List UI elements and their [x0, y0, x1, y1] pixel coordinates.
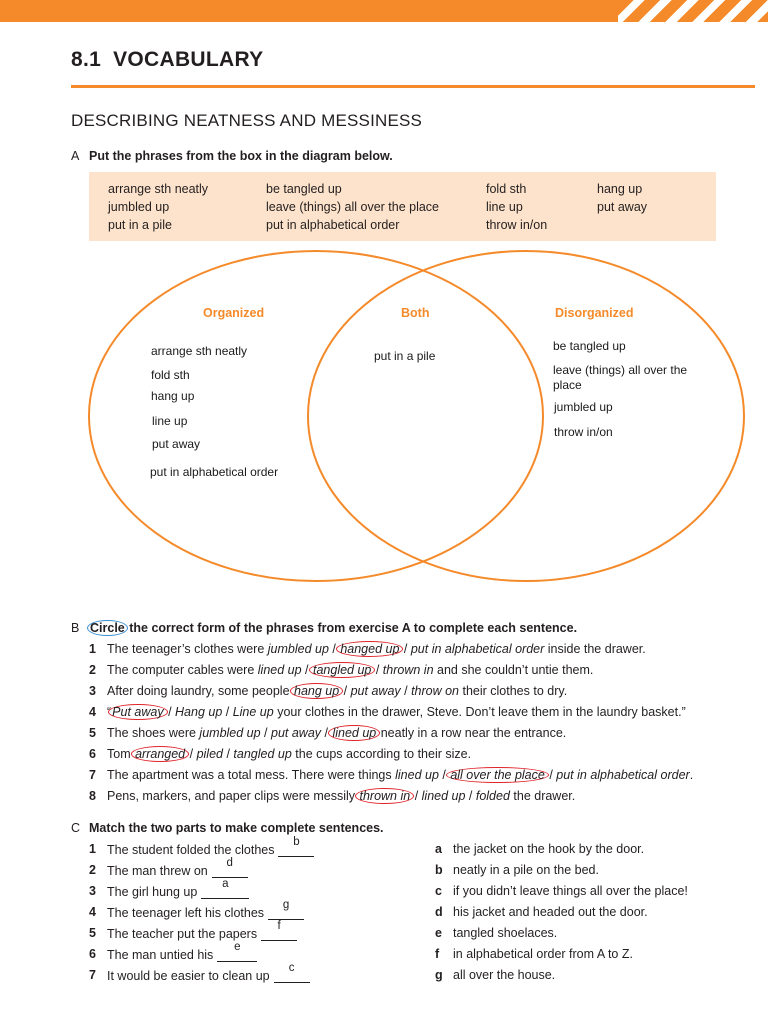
exercise-b-sentences [89, 642, 749, 812]
box-phrase: hang up [597, 182, 643, 196]
circled-option[interactable]: thrown in [355, 788, 414, 804]
option[interactable]: folded [475, 789, 510, 803]
answer-blank[interactable] [212, 857, 248, 878]
option-separator: / [372, 663, 383, 677]
circled-option[interactable]: Put away [108, 704, 167, 720]
option-separator: / [260, 726, 271, 740]
venn-answer: line up [152, 414, 188, 428]
sentence-text [107, 768, 693, 782]
option[interactable]: put away [271, 726, 322, 740]
box-phrase: fold sth [486, 182, 527, 196]
sentence-tail: their clothes to dry. [459, 684, 568, 698]
option-separator: / [321, 726, 332, 740]
sentence-tail: neatly in a row near the entrance. [377, 726, 567, 740]
answer-blank[interactable] [261, 920, 297, 941]
top-banner [0, 0, 768, 22]
match-ending: if you didn’t leave things all over the place! [453, 884, 688, 898]
match-stem: The girl hung up [107, 885, 198, 899]
match-text [107, 836, 314, 857]
answer-blank[interactable] [278, 836, 314, 857]
sentence-text [107, 705, 686, 719]
option[interactable]: Hang up [175, 705, 223, 719]
venn-answer: hang up [151, 389, 195, 403]
sentence-tail: and she couldn’t untie them. [433, 663, 594, 677]
match-text [107, 941, 257, 962]
venn-answer: put in alphabetical order [150, 465, 279, 479]
exercise-c-right-column [435, 842, 755, 992]
exercise-a-text: Put the phrases from the box in the diagram below. [89, 149, 393, 163]
sentence-lead: Tom [107, 747, 135, 761]
banner-stripes [618, 0, 768, 22]
option[interactable]: lined up [257, 663, 302, 677]
venn-right-ellipse [308, 251, 744, 581]
sentence-lead: The computer cables were [107, 663, 258, 677]
sentence-lead: The teenager’s clothes were [107, 642, 268, 656]
match-ending: his jacket and headed out the door. [453, 905, 648, 919]
exercise-c-left-column [89, 836, 419, 992]
venn-label-disorganized: Disorganized [555, 306, 634, 320]
option[interactable]: lined up [395, 768, 439, 782]
match-ending: in alphabetical order from A to Z. [453, 947, 633, 961]
sentence-number: 4 [89, 705, 96, 719]
option[interactable]: lined up [421, 789, 466, 803]
match-ending: tangled shoelaces. [453, 926, 558, 940]
sentence-number: 6 [89, 747, 96, 761]
option[interactable]: piled [196, 747, 223, 761]
exercise-c-letter: C [71, 821, 81, 835]
option-separator: / [222, 705, 233, 719]
sentence-number: 5 [89, 726, 96, 740]
box-phrase: leave (things) all over the place [266, 200, 440, 214]
option[interactable]: Line up [232, 705, 274, 719]
sentence-lead: “ [107, 705, 112, 719]
sentence-lead: The apartment was a total mess. There were things [107, 768, 396, 782]
answer-blank[interactable] [217, 941, 257, 962]
match-stem: The man threw on [107, 864, 208, 878]
box-phrase: be tangled up [266, 182, 342, 196]
option-separator: / [465, 789, 476, 803]
circled-option[interactable]: arranged [131, 746, 189, 762]
sentence-number: 2 [89, 663, 96, 677]
sentence-text [107, 726, 566, 740]
sentence-text [107, 663, 593, 677]
exercise-c-text: Match the two parts to make complete sentences. [89, 821, 384, 835]
match-stem: The teacher put the papers [107, 927, 258, 941]
venn-answer: put away [152, 437, 201, 451]
title-rule [71, 85, 755, 88]
match-text [107, 878, 249, 899]
option-separator: / [186, 747, 197, 761]
exercise-a-letter: A [71, 149, 80, 163]
match-text [107, 857, 248, 878]
answer-letter: d [226, 857, 233, 869]
sentence-text [107, 789, 575, 803]
answer-blank[interactable] [268, 899, 304, 920]
sentence-number: 8 [89, 789, 96, 803]
venn-answer: throw in/on [554, 425, 613, 439]
answer-letter: f [277, 920, 281, 932]
option[interactable]: jumbled up [199, 726, 261, 740]
match-letter: g [435, 968, 443, 982]
box-phrase: put in alphabetical order [266, 218, 400, 232]
answer-letter: e [234, 941, 241, 953]
sentence-tail: your clothes in the drawer, Steve. Don’t leave them in the laundry basket.” [273, 705, 686, 719]
sentence-text [107, 747, 471, 761]
option-separator: / [438, 768, 450, 782]
sentence-tail: the cups according to their size. [291, 747, 472, 761]
exercise-b-text: the correct form of the phrases from exercise A to complete each sentence. [125, 621, 578, 635]
venn-answer: arrange sth neatly [151, 344, 248, 358]
match-number: 1 [89, 842, 96, 856]
box-phrase: jumbled up [108, 200, 170, 214]
match-letter: b [435, 863, 443, 877]
match-text [107, 962, 310, 983]
venn-answer: jumbled up [554, 400, 613, 414]
venn-label-organized: Organized [203, 306, 265, 320]
option[interactable]: put in alphabetical order [556, 768, 690, 782]
circle-word: Circle [87, 620, 128, 636]
option[interactable]: jumbled up [267, 642, 329, 656]
match-number: 6 [89, 947, 96, 961]
match-letter: f [435, 947, 440, 961]
exercise-b-letter: B [71, 621, 80, 635]
match-number: 5 [89, 926, 96, 940]
sentence-lead: The shoes were [107, 726, 200, 740]
sentence-number: 1 [89, 642, 96, 656]
match-number: 3 [89, 884, 96, 898]
match-number: 7 [89, 968, 96, 982]
circled-option[interactable]: all over the place [446, 767, 549, 783]
option-separator: / [411, 789, 422, 803]
venn-label-both: Both [401, 306, 430, 320]
match-letter: a [435, 842, 442, 856]
option[interactable]: tangled up [233, 747, 292, 761]
box-phrase: put in a pile [108, 218, 172, 232]
answer-letter: b [293, 836, 300, 848]
answer-letter: c [288, 962, 295, 974]
sentence-tail: inside the drawer. [544, 642, 646, 656]
sentence-text [107, 642, 646, 656]
match-letter: e [435, 926, 442, 940]
answer-blank[interactable] [274, 962, 310, 983]
option[interactable]: put away [350, 684, 401, 698]
sentence-text [107, 684, 567, 698]
option-separator: / [340, 684, 351, 698]
phrase-box [89, 172, 716, 241]
match-ending: all over the house. [453, 968, 556, 982]
sentence-number: 3 [89, 684, 96, 698]
match-stem: The teenager left his clothes [107, 906, 265, 920]
match-stem: The student folded the clothes [107, 843, 275, 857]
match-number: 4 [89, 905, 96, 919]
sentence-lead: After doing laundry, some people [107, 684, 293, 698]
match-text [107, 899, 304, 920]
option-separator: / [222, 747, 234, 761]
circled-option[interactable]: hang up [290, 683, 343, 699]
venn-answer: fold sth [151, 368, 190, 382]
match-ending: neatly in a pile on the bed. [453, 863, 599, 877]
option-separator: / [328, 642, 340, 656]
box-phrase: line up [486, 200, 523, 214]
match-letter: d [435, 905, 443, 919]
sentence-number: 7 [89, 768, 96, 782]
option-separator: / [400, 684, 412, 698]
box-phrase: put away [597, 200, 648, 214]
circled-option[interactable]: hanged up [336, 641, 403, 657]
match-text [107, 920, 297, 941]
match-stem: It would be easier to clean up [107, 969, 270, 983]
section-number: 8.1 [71, 48, 102, 71]
option[interactable]: throw on [411, 684, 460, 698]
option[interactable]: put in alphabetical order [410, 642, 545, 656]
section-title [71, 48, 263, 72]
venn-answer: be tangled up [553, 339, 626, 353]
option-separator: / [400, 642, 411, 656]
page-subheading: DESCRIBING NEATNESS AND MESSINESS [71, 111, 423, 130]
box-phrase: arrange sth neatly [108, 182, 209, 196]
match-letter: c [435, 884, 442, 898]
answer-letter: a [222, 878, 229, 890]
option-separator: / [164, 705, 176, 719]
match-ending: the jacket on the hook by the door. [453, 842, 645, 856]
sentence-tail: the drawer. [509, 789, 576, 803]
sentence-lead: Pens, markers, and paper clips were messily [107, 789, 359, 803]
venn-diagram [0, 245, 768, 595]
option[interactable]: thrown in [382, 663, 434, 677]
circled-option[interactable]: tangled up [309, 662, 375, 678]
venn-answer: put in a pile [374, 349, 436, 363]
venn-answer: leave (things) all over the place [553, 363, 688, 392]
match-stem: The man untied his [107, 948, 214, 962]
option-separator: / [301, 663, 312, 677]
answer-letter: g [282, 899, 290, 911]
match-number: 2 [89, 863, 96, 877]
circled-option[interactable]: lined up [328, 725, 380, 741]
sentence-tail: . [689, 768, 694, 782]
box-phrase: throw in/on [486, 218, 548, 232]
option-separator: / [545, 768, 557, 782]
answer-blank[interactable] [201, 878, 249, 899]
section-name: VOCABULARY [113, 48, 264, 71]
